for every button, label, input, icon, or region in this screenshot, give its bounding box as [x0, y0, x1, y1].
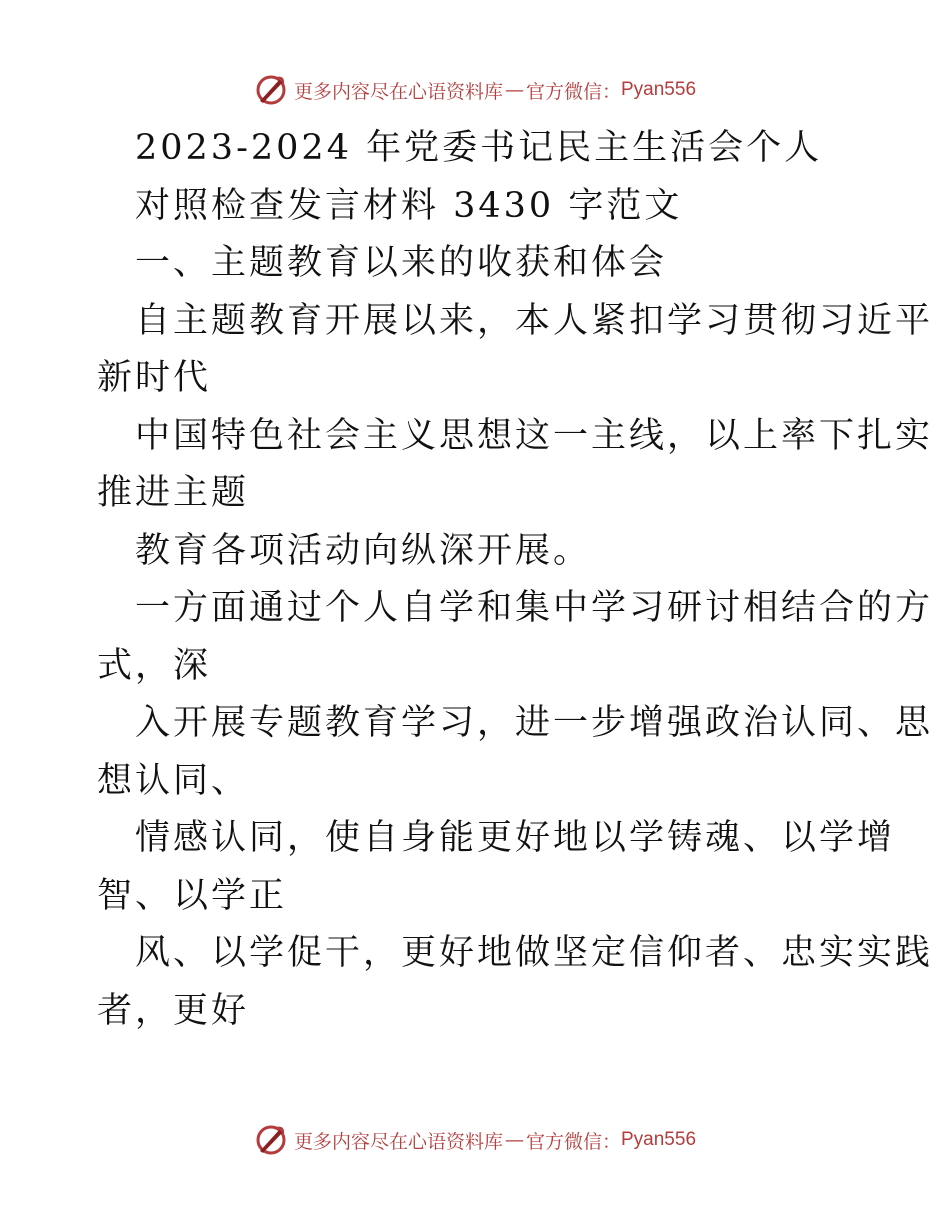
banner-wechat-handle: Pyan556: [621, 79, 697, 100]
quill-pen-circle-icon: [254, 73, 288, 107]
paragraph-line: 中国特色社会主义思想这一主线，以上率下扎实: [135, 415, 934, 456]
header-watermark-banner: [0, 70, 950, 110]
paragraph-line: 者，更好: [97, 990, 250, 1031]
document-body: [97, 120, 934, 1040]
document-title-line-1: 2023-2024 年党委书记民主生活会个人: [135, 128, 823, 168]
footer-watermark-banner: [0, 1120, 950, 1160]
section-heading: 一、主题教育以来的收获和体会: [135, 243, 668, 283]
paragraph-line: 情感认同，使自身能更好地以学铸魂、以学增: [135, 818, 896, 858]
paragraph-line: 推进主题: [97, 473, 250, 513]
paragraph-line: 自主题教育开展以来，本人紧扣学习贯彻习近平: [135, 300, 934, 341]
quill-pen-circle-icon: [254, 1123, 288, 1157]
banner-brand-text: 更多内容尽在心语资料库: [293, 1130, 503, 1153]
banner-wechat-label: 官方微信：: [525, 1130, 621, 1153]
banner-wechat-label: 官方微信：: [525, 80, 621, 103]
banner-separator: —: [504, 79, 524, 101]
paragraph-line: 一方面通过个人自学和集中学习研讨相结合的方: [135, 588, 934, 628]
paragraph-line: 想认同、: [97, 760, 250, 801]
paragraph-line: 式，深: [97, 645, 212, 686]
banner-wechat-handle: Pyan556: [621, 1129, 697, 1150]
banner-brand-text: 更多内容尽在心语资料库: [293, 80, 503, 103]
paragraph-line: 入开展专题教育学习，进一步增强政治认同、思: [135, 703, 934, 743]
paragraph-line: 新时代: [97, 358, 212, 398]
paragraph-line: 智、以学正: [97, 875, 288, 916]
document-title-line-2: 对照检查发言材料 3430 字范文: [135, 185, 683, 226]
banner-separator: —: [504, 1129, 524, 1151]
paragraph-line: 风、以学促干，更好地做坚定信仰者、忠实实践: [135, 933, 934, 973]
paragraph-line: 教育各项活动向纵深开展。: [135, 530, 592, 571]
